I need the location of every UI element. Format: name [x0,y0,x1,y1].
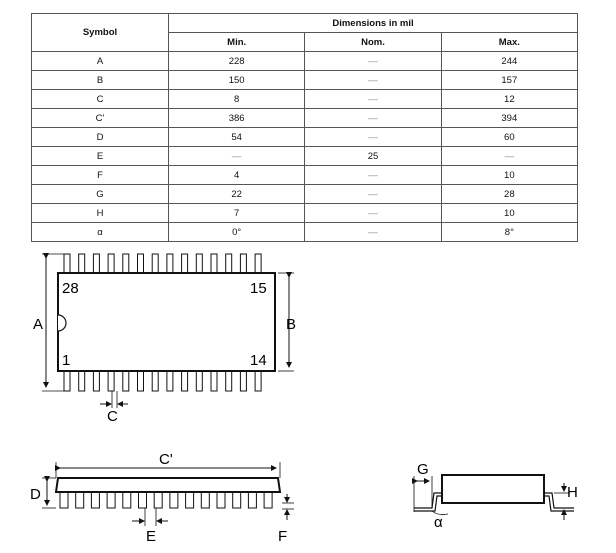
pin [107,492,115,508]
dimension-e-label: E [146,528,157,545]
dimension-g-label: G [417,461,429,478]
cell-min: 54 [169,128,305,147]
pin [255,371,261,391]
cell-nom: — [305,52,441,71]
cell-nom: — [305,71,441,90]
pin [154,492,162,508]
pin [60,492,68,508]
pin [226,254,232,273]
cell-max: 60 [441,128,577,147]
package-body-side [56,478,280,492]
cell-symbol: G [32,185,169,204]
pin [226,371,232,391]
side-view [30,451,294,545]
symbol-header: Symbol [32,14,169,52]
package-body-end [442,475,544,503]
dimensions-group-header: Dimensions in mil [169,14,578,33]
cell-symbol: F [32,166,169,185]
cell-nom: — [305,90,441,109]
bottom-pin-row [64,371,261,391]
pin [182,254,188,273]
pin [76,492,84,508]
cell-min: 22 [169,185,305,204]
pin [79,254,85,273]
pin [211,254,217,273]
cell-symbol: E [32,147,169,166]
pin [211,371,217,391]
cell-max: 244 [441,52,577,71]
cell-symbol: B [32,71,169,90]
cell-nom: — [305,109,441,128]
pin [233,492,241,508]
top-pin-row [64,254,261,273]
pin [264,492,272,508]
cell-nom: 25 [305,147,441,166]
dimension-c-prime-label: C' [159,451,173,468]
pin [64,254,70,273]
pin-15-label: 15 [250,280,267,297]
cell-max: 10 [441,204,577,223]
pin [108,371,114,391]
min-header: Min. [169,33,305,52]
pin [196,371,202,391]
dimension-a-label: A [33,316,44,333]
cell-symbol: C' [32,109,169,128]
cell-min: — [169,147,305,166]
cell-min: 228 [169,52,305,71]
cell-min: 7 [169,204,305,223]
pin [201,492,209,508]
cell-min: 150 [169,71,305,90]
pin [138,371,144,391]
cell-symbol: α [32,223,169,242]
cell-max: 12 [441,90,577,109]
pin [152,254,158,273]
cell-max: 8° [441,223,577,242]
pin-28-label: 28 [62,280,79,297]
cell-symbol: D [32,128,169,147]
dimension-f-label: F [278,528,288,545]
pin [217,492,225,508]
pin [138,254,144,273]
cell-nom: — [305,166,441,185]
pin-1-label: 1 [62,352,71,369]
dimension-b-label: B [286,316,297,333]
pin [152,371,158,391]
cell-min: 8 [169,90,305,109]
pin [240,371,246,391]
pin [139,492,147,508]
pin [123,371,129,391]
dimension-c-label: C [107,408,118,425]
pin [196,254,202,273]
cell-symbol: A [32,52,169,71]
cell-min: 0° [169,223,305,242]
cell-max: 157 [441,71,577,90]
cell-max: — [441,147,577,166]
pin [255,254,261,273]
pin-14-label: 14 [250,352,267,369]
pin [248,492,256,508]
angle-alpha-label: α [434,514,443,531]
pin [123,492,131,508]
pin [79,371,85,391]
pin [91,492,99,508]
pin [108,254,114,273]
cell-symbol: C [32,90,169,109]
cell-min: 4 [169,166,305,185]
cell-max: 394 [441,109,577,128]
side-pin-row [60,492,272,508]
pin [167,371,173,391]
dimension-d-label: D [30,486,41,503]
package-body-top [58,273,275,371]
pin [240,254,246,273]
cell-nom: — [305,223,441,242]
cell-nom: — [305,185,441,204]
pin [64,371,70,391]
pin [167,254,173,273]
max-header: Max. [441,33,577,52]
cell-nom: — [305,204,441,223]
cell-max: 10 [441,166,577,185]
end-view [414,461,578,531]
end-lead-left [414,493,442,508]
nom-header: Nom. [305,33,441,52]
top-view [33,254,296,425]
pin [123,254,129,273]
dimension-h-label: H [567,484,578,501]
cell-symbol: H [32,204,169,223]
cell-nom: — [305,128,441,147]
pin [170,492,178,508]
cell-min: 386 [169,109,305,128]
pin [186,492,194,508]
pin [93,254,99,273]
pin [93,371,99,391]
pin [182,371,188,391]
cell-max: 28 [441,185,577,204]
